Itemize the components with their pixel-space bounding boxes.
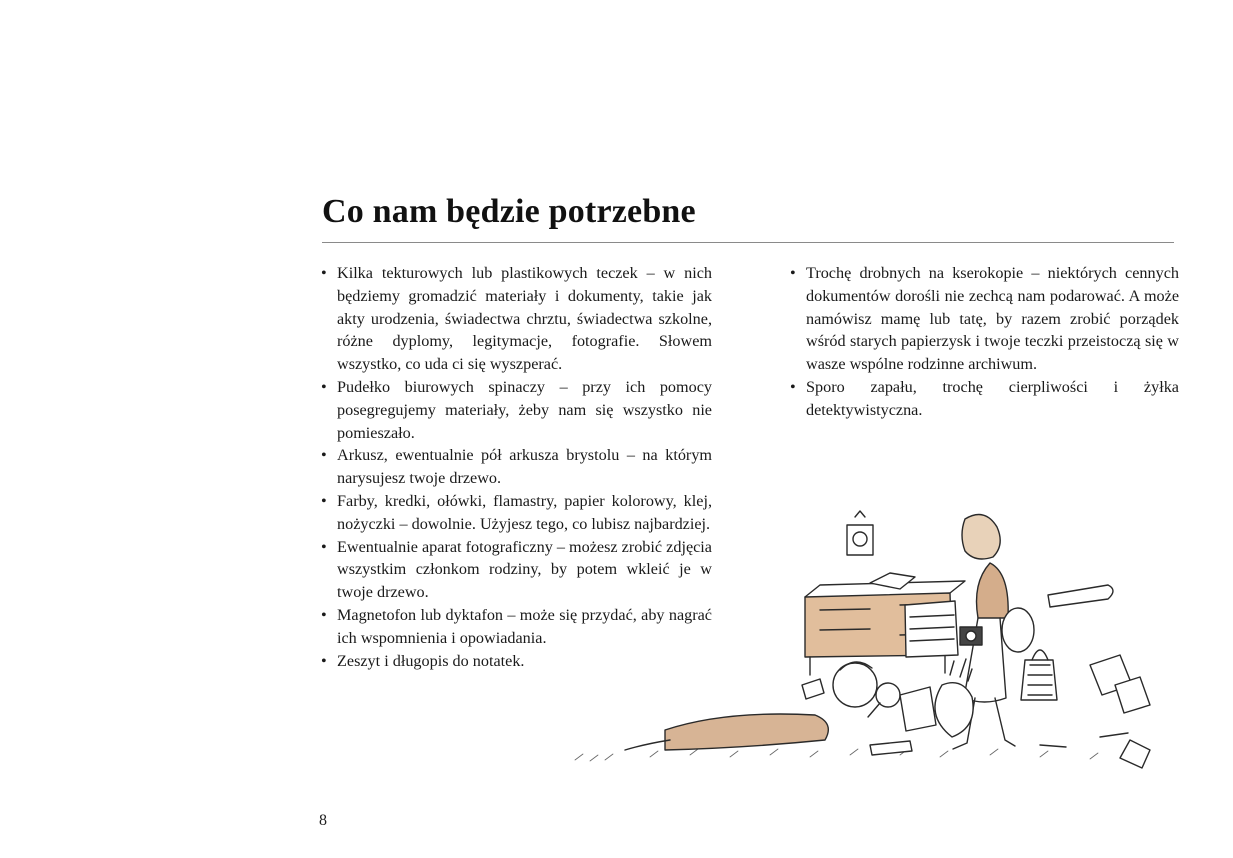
woman-figure	[953, 515, 1113, 750]
floor-hatching	[575, 749, 1098, 761]
list-item: • Kilka tekturowych lub plastikowych teczek – w nich będziemy gromadzić materiały i dokumenty, takie jak akty urodzenia, świadectwa chrztu, świadectwa szkolne, różne dyplomy, legitymacje, fotografie. Słowem wszystko, co uda ci się wyszperać.	[320, 262, 712, 376]
right-column	[789, 262, 1179, 422]
list-item: • Farby, kredki, ołówki, flamastry, papier kolorowy, klej, nożyczki – dowolnie. Użyjesz tego, co lubisz najbardziej.	[320, 490, 712, 536]
wall-photo	[847, 511, 873, 555]
right-bullet-list	[789, 262, 1179, 422]
bag-with-tools	[935, 659, 973, 737]
list-item: • Magnetofon lub dyktafon – może się przydać, aby nagrać ich wspomnienia i opowiadania.	[320, 604, 712, 650]
list-item: • Sporo zapału, trochę cierpliwości i żyłka detektywistyczna.	[789, 376, 1179, 422]
list-item: • Trochę drobnych na kserokopie – niektórych cennych dokumentów dorośli nie zechcą nam podarować. A może namówisz mamę lub tatę, by razem zrobić porządek wśród starych papierzysk i twoje teczki przeistoczą się w wasze wspólne rodzinne archiwum.	[789, 262, 1179, 376]
boy-figure	[625, 662, 936, 750]
page-title: Co nam będzie potrzebne	[322, 193, 696, 230]
list-item: • Ewentualnie aparat fotograficzny – możesz zrobić zdjęcia wszystkim członkom rodziny, by potem wkleić je w twoje drzewo.	[320, 536, 712, 604]
title-divider	[322, 242, 1174, 243]
page-number: 8	[319, 812, 327, 829]
paper-stacks	[905, 601, 958, 657]
list-item: • Zeszyt i długopis do notatek.	[320, 650, 712, 673]
list-item: • Arkusz, ewentualnie pół arkusza brystolu – na którym narysujesz twoje drzewo.	[320, 444, 712, 490]
family-archive-illustration	[570, 505, 1170, 785]
list-item: • Pudełko biurowych spinaczy – przy ich pomocy posegregujemy materiały, żeby nam się wszystko nie pomieszało.	[320, 376, 712, 444]
